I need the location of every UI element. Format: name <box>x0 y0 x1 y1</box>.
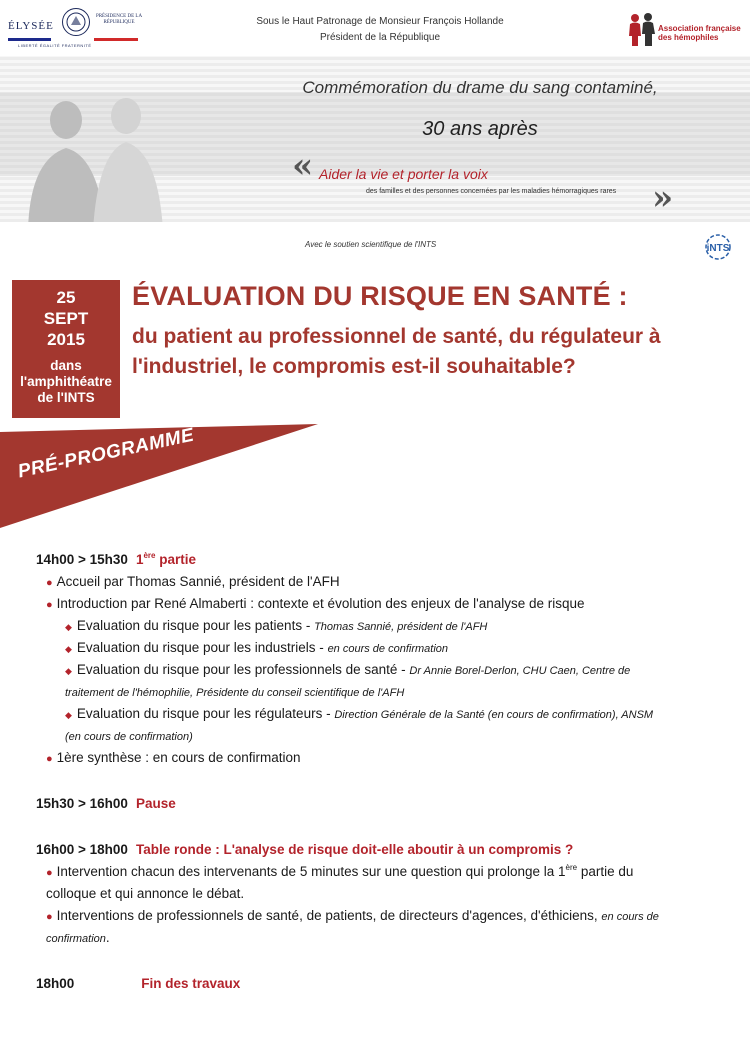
commemoration-title: Commémoration du drame du sang contaminé, <box>302 78 658 97</box>
diamond-bullet-icon: ◆ <box>65 666 72 676</box>
quote-close-mark: » <box>652 178 674 218</box>
session-4-header <box>36 973 736 995</box>
thirty-years-title: 30 ans après <box>422 118 538 140</box>
patronage-notice <box>200 14 560 46</box>
list-subitem: ◆ Evaluation du risque pour les régulateurs - Direction Générale de la Santé (en cours de confirmation), ANSM <box>65 706 654 721</box>
diamond-bullet-icon: ◆ <box>65 644 72 654</box>
ints-logo-icon <box>701 233 735 261</box>
event-date-box <box>12 280 120 418</box>
elysee-presidence-label: PRÉSIDENCE DE LA RÉPUBLIQUE <box>95 14 143 25</box>
event-month: SEPT <box>43 309 89 328</box>
event-subtitle-line-2: l'industriel, le compromis est-il souhaitable? <box>132 355 576 378</box>
event-place-line-2: l'amphithéatre <box>20 374 112 389</box>
patronage-line-2: Président de la République <box>319 32 441 43</box>
bullet-icon: ● <box>46 867 53 879</box>
list-subitem: ◆ Evaluation du risque pour les professionnels de santé - Dr Annie Borel-Derlon, CHU Caen, Centre de <box>65 662 631 677</box>
session-3-time: 16h00 > 18h00 <box>36 842 128 857</box>
bullet-icon: ● <box>46 577 53 589</box>
elysee-wordmark: ÉLYSÉE <box>8 20 54 32</box>
session-3-title: Table ronde : L'analyse de risque doit-elle aboutir à un compromis ? <box>135 842 574 857</box>
session-1-time: 14h00 > 15h30 <box>36 552 128 567</box>
motto-text: Aider la vie et porter la voix <box>319 166 488 182</box>
event-place-line-3: de l'INTS <box>37 390 95 405</box>
session-4-title: Fin des travaux <box>141 976 241 991</box>
session-2-title: Pause <box>135 796 176 811</box>
elysee-logo <box>8 6 143 48</box>
list-item: ● Accueil par Thomas Sannié, président de l'AFH <box>46 574 340 589</box>
list-item: ● Introduction par René Almaberti : contexte et évolution des enjeux de l'analyse de risque <box>46 596 585 611</box>
session-2-header <box>36 793 736 815</box>
session-4-time: 18h00 <box>36 976 75 991</box>
event-subtitle <box>132 322 742 382</box>
session-2-time: 15h30 > 16h00 <box>36 796 128 811</box>
patronage-line-1: Sous le Haut Patronage de Monsieur François Hollande <box>256 16 504 27</box>
ints-support-text: Avec le soutien scientifique de l'INTS <box>305 240 437 249</box>
bullet-icon: ● <box>46 753 53 765</box>
ints-logo-text: iNTS <box>706 243 730 254</box>
afh-name-line-1: Association française <box>658 24 741 33</box>
bullet-icon: ● <box>46 911 53 923</box>
quote-open-mark: « <box>292 146 314 186</box>
event-place-line-1: dans <box>50 358 82 373</box>
afh-name-line-2: des hémophiles <box>658 33 719 42</box>
event-day: 25 <box>56 288 76 307</box>
preprogramme-label: PRÉ-PROGRAMME <box>16 424 197 483</box>
afh-figures-icon <box>626 12 658 48</box>
people-silhouette-icon <box>18 80 168 222</box>
session-3-header <box>36 839 736 861</box>
list-item: ● Interventions de professionnels de santé, de patients, de directeurs d'agences, d'éthiciens, en cours de <box>46 908 659 923</box>
motto-subtext: des familles et des personnes concernées par les maladies hémorragiques rares <box>366 188 617 195</box>
list-subitem-continuation: (en cours de confirmation) <box>65 731 193 743</box>
list-item: ● Intervention chacun des intervenants de 5 minutes sur une question qui prolonge la 1ère partie du <box>46 863 634 879</box>
republic-seal-icon <box>62 8 90 36</box>
session-1-header <box>36 549 736 571</box>
event-year: 2015 <box>47 330 85 349</box>
list-item: ● 1ère synthèse : en cours de confirmation <box>46 750 301 765</box>
event-subtitle-line-1: du patient au professionnel de santé, du régulateur à <box>132 325 661 348</box>
tricolor-stripe <box>8 38 138 41</box>
afh-name <box>658 24 741 42</box>
event-title: ÉVALUATION DU RISQUE EN SANTÉ : <box>132 281 628 311</box>
session-1-title: 1ère partie <box>135 551 196 567</box>
event-place <box>12 358 120 406</box>
list-subitem-continuation: traitement de l'hémophilie, Présidente du conseil scientifique de l'AFH <box>65 687 405 699</box>
list-item-continuation: confirmation. <box>46 930 110 945</box>
elysee-motto: LIBERTÉ ÉGALITÉ FRATERNITÉ <box>18 43 92 48</box>
diamond-bullet-icon: ◆ <box>65 710 72 720</box>
list-subitem: ◆ Evaluation du risque pour les industriels - en cours de confirmation <box>65 640 449 655</box>
list-item-continuation: colloque et qui annonce le débat. <box>46 886 245 901</box>
list-subitem: ◆ Evaluation du risque pour les patients - Thomas Sannié, président de l'AFH <box>65 618 488 633</box>
bullet-icon: ● <box>46 599 53 611</box>
program-list <box>36 549 736 995</box>
diamond-bullet-icon: ◆ <box>65 622 72 632</box>
afh-logo <box>626 12 746 48</box>
